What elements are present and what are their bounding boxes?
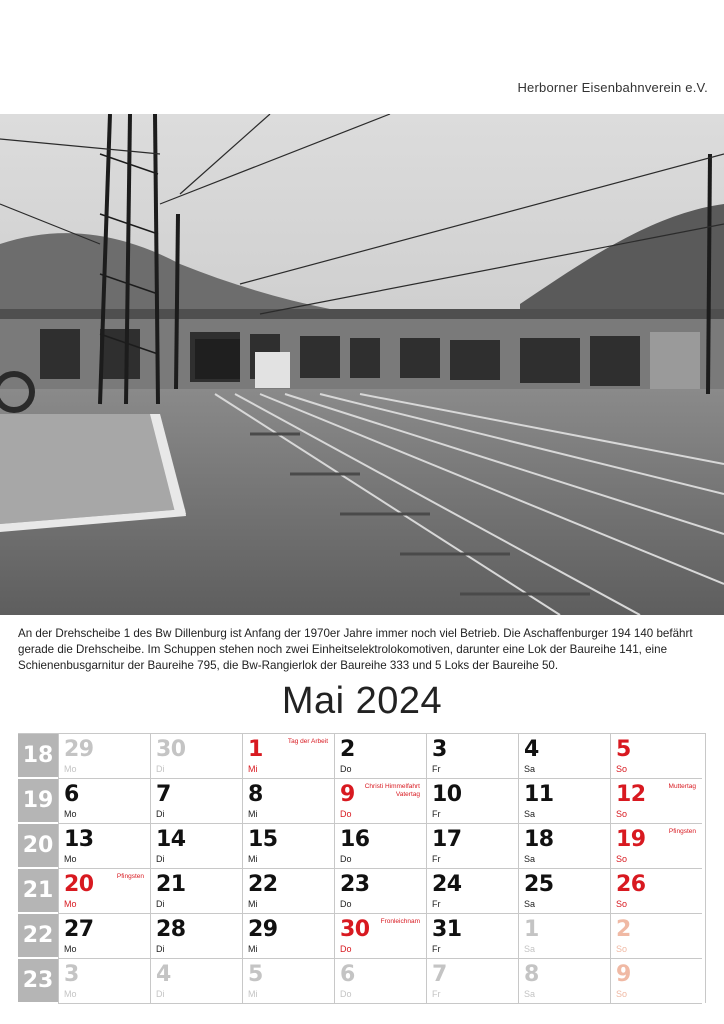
weekday-label: Mi [248, 944, 258, 954]
day-number: 20 [64, 872, 94, 897]
weekday-label: Mi [248, 809, 258, 819]
day-cell [242, 914, 334, 959]
day-cell [150, 779, 242, 824]
day-number: 9 [616, 962, 631, 987]
day-cell [334, 824, 426, 869]
railway-roundhouse-photo [0, 114, 724, 615]
weekday-label: Di [156, 944, 165, 954]
day-cell [518, 959, 610, 1004]
weekday-label: Sa [524, 854, 536, 864]
week-number: 23 [18, 959, 58, 1004]
day-cell [426, 959, 518, 1004]
day-number: 6 [64, 782, 79, 807]
day-cell [150, 824, 242, 869]
day-number: 8 [524, 962, 539, 987]
weekday-label: So [616, 854, 628, 864]
weekday-label: So [616, 989, 628, 999]
week-number: 19 [18, 779, 58, 824]
weekday-label: Di [156, 809, 165, 819]
day-cell [426, 734, 518, 779]
day-cell [518, 824, 610, 869]
weekday-label: Do [340, 809, 352, 819]
day-number: 14 [156, 827, 186, 852]
day-cell [242, 779, 334, 824]
day-number: 29 [64, 737, 94, 762]
day-number: 2 [340, 737, 355, 762]
day-number: 22 [248, 872, 278, 897]
day-cell [150, 734, 242, 779]
weekday-label: Mo [64, 809, 77, 819]
weekday-label: Fr [432, 989, 441, 999]
day-number: 27 [64, 917, 94, 942]
weekday-label: Mo [64, 764, 77, 774]
publisher-name: Herborner Eisenbahnverein e.V. [517, 80, 708, 95]
weekday-label: Fr [432, 764, 441, 774]
weekday-label: Mo [64, 989, 77, 999]
day-cell [610, 824, 702, 869]
weekday-label: Do [340, 899, 352, 909]
day-number: 10 [432, 782, 462, 807]
day-cell [518, 779, 610, 824]
day-cell [518, 914, 610, 959]
day-number: 13 [64, 827, 94, 852]
day-cell [242, 959, 334, 1004]
weekday-label: Di [156, 989, 165, 999]
weekday-label: Sa [524, 899, 536, 909]
day-number: 6 [340, 962, 355, 987]
weekday-label: Do [340, 764, 352, 774]
day-cell [426, 824, 518, 869]
weekday-label: Fr [432, 809, 441, 819]
weekday-label: Mi [248, 854, 258, 864]
day-cell [610, 779, 702, 824]
day-number: 11 [524, 782, 554, 807]
weekday-label: Fr [432, 854, 441, 864]
day-number: 25 [524, 872, 554, 897]
day-cell [242, 869, 334, 914]
day-cell [334, 779, 426, 824]
weekday-label: Di [156, 764, 165, 774]
holiday-label: Christi Himmelfahrt Vatertag [364, 783, 420, 798]
day-cell [610, 914, 702, 959]
weekday-label: Mi [248, 899, 258, 909]
holiday-label: Pfingsten [116, 873, 144, 880]
weekday-label: Sa [524, 989, 536, 999]
holiday-label: Tag der Arbeit [287, 738, 328, 745]
day-cell [334, 959, 426, 1004]
day-number: 7 [156, 782, 171, 807]
day-cell [610, 734, 702, 779]
day-number: 2 [616, 917, 631, 942]
day-cell [242, 824, 334, 869]
photo-caption: An der Drehscheibe 1 des Bw Dillenburg ist Anfang der 1970er Jahre immer noch viel Betrieb. Die Aschaffenburger 194 140 befährt gerade die Drehscheibe. Im Schuppen stehen noch zwei Einheitselektrolokomotiven, darunter eine Lok der Baureihe 141, eine Schienenbusgarnitur der Baureihe 795, die Bw-Rangierlok der Baureihe 333 und 5 Loks der Baureihe 50. [18, 627, 693, 672]
day-cell [334, 869, 426, 914]
week-number: 20 [18, 824, 58, 869]
day-cell [58, 824, 150, 869]
day-cell [610, 869, 702, 914]
weekday-label: Sa [524, 809, 536, 819]
day-cell [150, 914, 242, 959]
day-number: 4 [156, 962, 171, 987]
day-cell [426, 869, 518, 914]
week-number: 22 [18, 914, 58, 959]
day-number: 7 [432, 962, 447, 987]
weekday-label: So [616, 809, 628, 819]
holiday-label: Fronleichnam [380, 918, 420, 925]
day-cell [518, 734, 610, 779]
day-number: 17 [432, 827, 462, 852]
day-number: 4 [524, 737, 539, 762]
holiday-label: Muttertag [668, 783, 696, 790]
weekday-label: Mo [64, 854, 77, 864]
day-cell [58, 869, 150, 914]
weekday-label: Mi [248, 764, 258, 774]
day-number: 12 [616, 782, 646, 807]
weekday-label: Mo [64, 899, 77, 909]
week-number: 18 [18, 734, 58, 779]
weekday-label: So [616, 944, 628, 954]
day-number: 18 [524, 827, 554, 852]
weekday-label: Di [156, 899, 165, 909]
weekday-label: Mi [248, 989, 258, 999]
day-number: 16 [340, 827, 370, 852]
weekday-label: Do [340, 854, 352, 864]
day-cell [58, 959, 150, 1004]
day-number: 9 [340, 782, 355, 807]
day-number: 30 [156, 737, 186, 762]
day-cell [426, 914, 518, 959]
day-number: 26 [616, 872, 646, 897]
day-cell [334, 914, 426, 959]
day-cell [334, 734, 426, 779]
weekday-label: Mo [64, 944, 77, 954]
day-cell [610, 959, 702, 1004]
day-cell [58, 914, 150, 959]
day-number: 5 [248, 962, 263, 987]
day-cell [426, 779, 518, 824]
day-number: 24 [432, 872, 462, 897]
day-cell [150, 869, 242, 914]
weekday-label: Fr [432, 899, 441, 909]
month-title: Mai 2024 [281, 680, 443, 722]
day-number: 3 [432, 737, 447, 762]
day-number: 19 [616, 827, 646, 852]
day-number: 31 [432, 917, 462, 942]
day-cell [58, 779, 150, 824]
day-number: 1 [248, 737, 263, 762]
day-number: 23 [340, 872, 370, 897]
day-number: 28 [156, 917, 186, 942]
weekday-label: Sa [524, 944, 536, 954]
day-cell [518, 869, 610, 914]
holiday-label: Pfingsten [668, 828, 696, 835]
weekday-label: Fr [432, 944, 441, 954]
day-cell [242, 734, 334, 779]
weekday-label: Do [340, 989, 352, 999]
day-cell [58, 734, 150, 779]
day-number: 29 [248, 917, 278, 942]
weekday-label: Sa [524, 764, 536, 774]
day-number: 8 [248, 782, 263, 807]
week-number: 21 [18, 869, 58, 914]
day-cell [150, 959, 242, 1004]
day-number: 1 [524, 917, 539, 942]
weekday-label: So [616, 899, 628, 909]
day-number: 21 [156, 872, 186, 897]
weekday-label: Di [156, 854, 165, 864]
weekday-label: Do [340, 944, 352, 954]
day-number: 15 [248, 827, 278, 852]
day-number: 30 [340, 917, 370, 942]
weekday-label: So [616, 764, 628, 774]
day-number: 3 [64, 962, 79, 987]
calendar-grid [18, 733, 706, 1003]
day-number: 5 [616, 737, 631, 762]
